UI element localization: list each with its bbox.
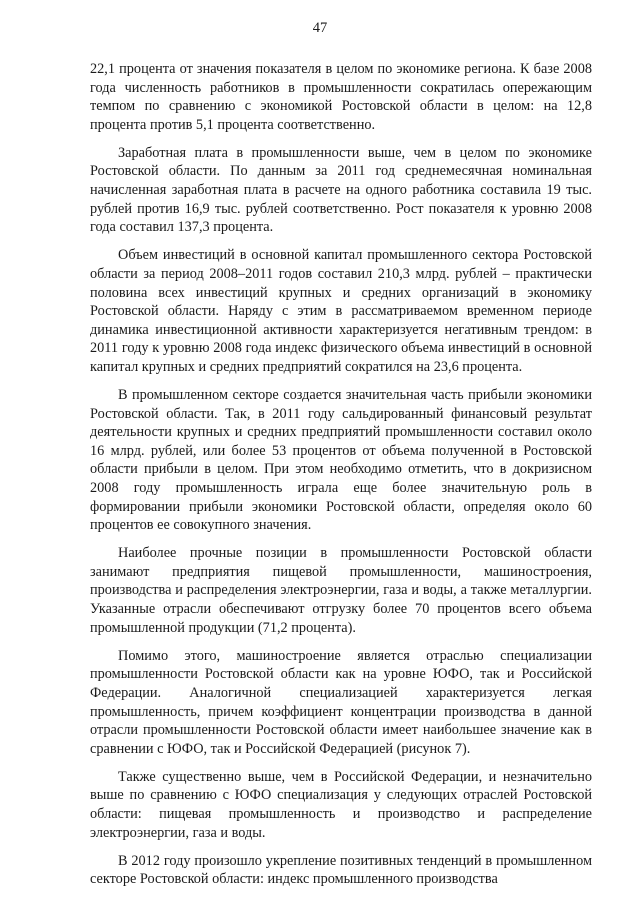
paragraph-7: Также существенно выше, чем в Российской Федерации, и незначительно выше по сравнению с ЮФО специализация у следующих отраслей Ростовской области: пищевая промышленность и производство и распределение электроэнергии, газа и воды. bbox=[90, 768, 592, 841]
paragraph-8: В 2012 году произошло укрепление позитивных тенденций в промышленном секторе Ростовской области: индекс промышленного производства bbox=[90, 852, 592, 888]
paragraph-3: Объем инвестиций в основной капитал промышленного сектора Ростовской области за период 2008–2011 годов составил 210,3 млрд. рублей – практически половина всех инвестиций крупных и средних организаций в экономику Ростовской области. Наряду с этим в рассматриваемом временном периоде динамика инвестиционной активности характеризуется негативным трендом: в 2011 году к уровню 2008 года индекс физического объема инвестиций в основной капитал крупных и средних предприятий сократился на 23,6 процента. bbox=[90, 247, 592, 375]
paragraph-1: 22,1 процента от значения показателя в целом по экономике региона. К базе 2008 года численность работников в промышленности сократилась опережающим темпом по сравнению с экономикой Ростовской области в целом: на 12,8 процента против 5,1 процента соответственно. bbox=[90, 61, 592, 133]
body-text bbox=[90, 60, 592, 898]
paragraph-5: Наиболее прочные позиции в промышленности Ростовской области занимают предприятия пищевой промышленности, машиностроения, производства и распределения электроэнергии, газа и воды, а также металлургии. Указанные отрасли обеспечивают отгрузку более 70 процентов всего объема промышленной продукции (71,2 процента). bbox=[90, 545, 592, 636]
paragraph-6: Помимо этого, машиностроение является отраслью специализации промышленности Ростовской области как на уровне ЮФО, так и Российской Федерации. Аналогичной специализацией характеризуется легкая промышленность, причем коэффициент концентрации производства в данной отрасли промышленности Ростовской области имеет наибольшее значение как в сравнении с ЮФО, так и Российской Федерацией (рисунок 7). bbox=[90, 647, 592, 757]
page-number: 47 bbox=[312, 20, 328, 36]
paragraph-4: В промышленном секторе создается значительная часть прибыли экономики Ростовской области. Так, в 2011 году сальдированный финансовый результат деятельности крупных и средних предприятий промышленности составил около 16 млрд. рублей, или более 53 процентов от объема полученной в Ростовской области прибыли в целом. При этом необходимо отметить, что в докризисном 2008 году промышленность играла еще более значительную роль в формировании прибыли экономики Ростовской области, определяя около 60 процентов ее совокупного значения. bbox=[90, 387, 592, 534]
paragraph-2: Заработная плата в промышленности выше, чем в целом по экономике Ростовской области. По данным за 2011 год среднемесячная номинальная начисленная заработная плата в расчете на одного работника составила 19 тыс. рублей против 16,9 тыс. рублей соответственно. Рост показателя к уровню 2008 года составил 137,3 процента. bbox=[90, 144, 592, 236]
